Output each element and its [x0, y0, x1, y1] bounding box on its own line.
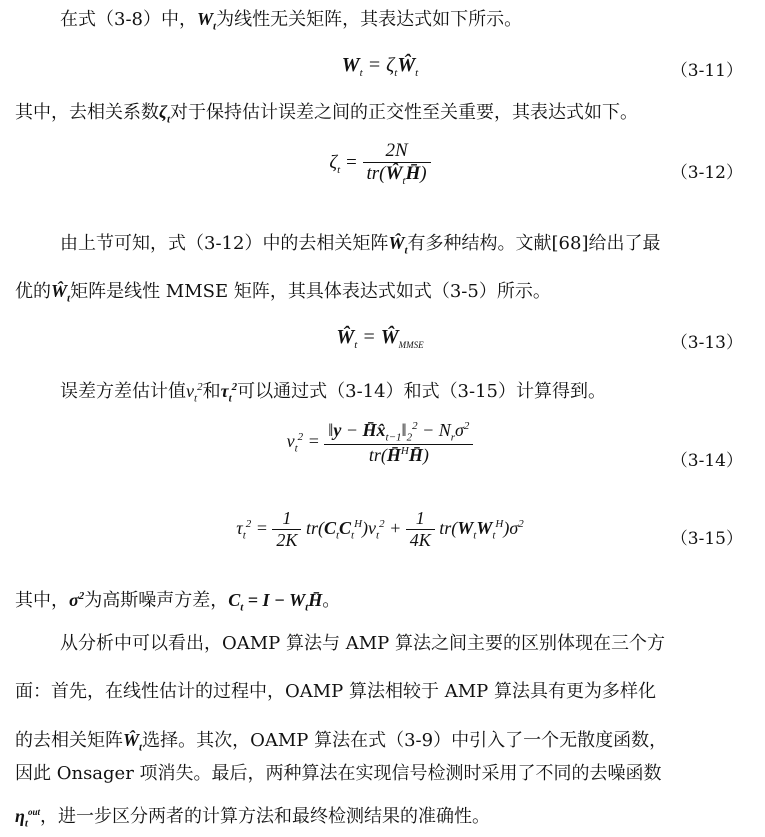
math-W-hat-t: $Ŵ_t$ — [51, 281, 71, 305]
paragraph-line-5 — [60, 374, 750, 412]
math-eta-out: $\eta_t^{out}$ — [15, 806, 40, 830]
text: 矩阵是线性 MMSE 矩阵，其具体表达式如式（3-5）所示。 — [70, 281, 551, 302]
math-W-hat-t: $Ŵ_t$ — [388, 233, 408, 257]
text: 可以通过式（3-14）和式（3-15）计算得到。 — [237, 381, 607, 402]
paragraph-line-2 — [15, 99, 750, 133]
paragraph-line-11 — [15, 799, 750, 837]
math-W-hat-t: $Ŵ_t$ — [123, 730, 143, 754]
equation-body: $\tau_t^2$ = $\frac{1}{2K}$ $tr(C_tC_t^H)v_t^2$ + $\frac{1}{4K}$ $tr(W_tW_t^H)\sigma^2$ — [236, 508, 524, 550]
equation-number: （3-15） — [670, 529, 743, 549]
numerator: 2N — [385, 140, 408, 161]
equation-body: $W_t$ = $\zeta_tŴ_t$ — [341, 54, 419, 79]
text: 其中， — [15, 590, 69, 611]
text: 对于保持估计误差之间的正交性至关重要，其表达式如下。 — [170, 102, 638, 123]
text: 其中，去相关系数 — [15, 102, 159, 123]
equation-number: （3-13） — [670, 333, 743, 353]
text: 的去相关矩阵 — [15, 730, 123, 751]
paragraph-line-6 — [15, 583, 750, 621]
text: 。 — [322, 590, 341, 611]
equation-body: $\zeta_t$ = $\frac{2N}{tr(Ŵ_tH̄)}$ — [300, 140, 460, 187]
math-C-def: $C_t = I$ − $W_tH̄$ — [228, 590, 323, 614]
math-v-t-sq: $v_t^2$ — [186, 381, 203, 405]
paragraph-line-4 — [15, 278, 750, 312]
paragraph-line-7: 从分析中可以看出，OAMP 算法与 AMP 算法之间主要的区别体现在三个方 — [60, 633, 666, 654]
text: 选择。其次，OAMP 算法在式（3-9）中引入了一个无散度函数， — [142, 730, 668, 751]
equation-number: （3-12） — [670, 163, 743, 183]
text: 在式（3-8）中， — [60, 9, 197, 30]
paragraph-line-1 — [60, 6, 750, 40]
text: 为线性无关矩阵，其表达式如下所示。 — [216, 9, 523, 30]
numerator: 1 — [415, 508, 425, 528]
math-W-t: $W_t$ — [197, 9, 217, 33]
denominator: 4K — [406, 529, 435, 551]
math-zeta-t: $\zeta_t$ — [159, 102, 170, 126]
math-tau-t-sq: $\tau_t^2$ — [220, 381, 238, 405]
equation-body: $v_t^2$ = $\frac{‖y - H̄x̂_{t-1}‖_2^2 - N_r\sigma^2}{tr(H̄^HH̄)}$ — [260, 420, 500, 466]
paragraph-line-9 — [15, 727, 750, 761]
math-sigma-sq: $\sigma^2$ — [69, 590, 85, 610]
equation-number: （3-11） — [670, 61, 743, 81]
paragraph-line-3 — [60, 230, 750, 264]
equation-body: $Ŵ_t$ = $Ŵ_{MMSE}$ — [336, 326, 424, 351]
paragraph-line-8: 面：首先，在线性估计的过程中，OAMP 算法相较于 AMP 算法具有更为多样化 — [15, 681, 657, 702]
equation-number: （3-14） — [670, 451, 743, 471]
paragraph-line-10: 因此 Onsager 项消失。最后，两种算法在实现信号检测时采用了不同的去噪函数 — [15, 763, 662, 784]
text: 有多种结构。文献[68]给出了最 — [407, 233, 661, 254]
text: 和 — [202, 381, 221, 402]
text: 误差方差估计值 — [60, 381, 186, 402]
text: 优的 — [15, 281, 51, 302]
numerator: 1 — [282, 508, 292, 528]
denominator: 2K — [272, 529, 301, 551]
text: ，进一步区分两者的计算方法和最终检测结果的准确性。 — [39, 806, 490, 827]
text: 为高斯噪声方差， — [84, 590, 229, 611]
text: 由上节可知，式（3-12）中的去相关矩阵 — [60, 233, 389, 254]
